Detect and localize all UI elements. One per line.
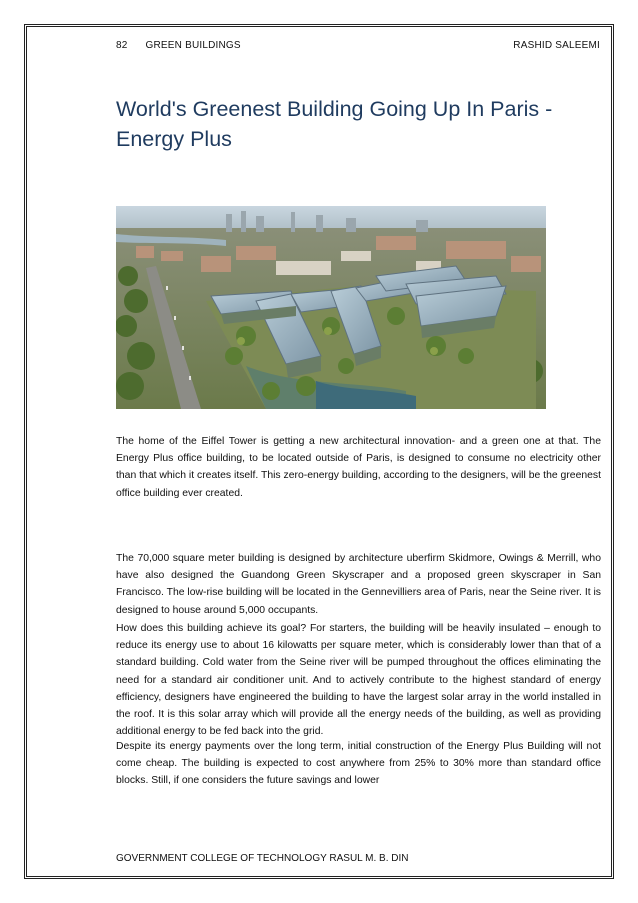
building-photo-icon <box>116 206 546 409</box>
building-photo <box>116 206 546 409</box>
paragraph-design: The 70,000 square meter building is designed by architecture uberfirm Skidmore, Owings & Merrill, who have also designed the Guandong Green Skyscraper and a proposed green skyscraper in San Francisco. The low-rise building will be located in the Gennevilliers area of Paris, near the Seine river. It is designed to house around 5,000 occupants. <box>116 553 601 616</box>
section-title: GREEN BUILDINGS <box>145 40 241 51</box>
paragraph-efficiency: How does this building achieve its goal? For starters, the building will be heavily insulated – enough to reduce its energy use to about 16 kilowatts per square meter, which is considerably lower than that of a standard building. Cold water from the Seine river will be pumped throughout the offices eliminating the need for a standard air conditioner unit. And to actively contribute to the highest standard of energy efficiency, designers have engineered the building to have the largest solar array in the world installed in the roof. It is this solar array which will provide all the energy needs of the building, as well as providing additional energy to be fed back into the grid. <box>116 623 601 738</box>
paragraph-cost: Despite its energy payments over the long term, initial construction of the Energy Plus Building will not come cheap. The building is expected to cost anywhere from 25% to 30% more than standard office blocks. Still, if one considers the future savings and lower <box>116 741 601 787</box>
page-footer: GOVERNMENT COLLEGE OF TECHNOLOGY RASUL M. B. DIN <box>116 853 409 864</box>
author-name: RASHID SALEEMI <box>513 40 600 51</box>
page-title: World's Greenest Building Going Up In Paris - Energy Plus <box>116 97 553 151</box>
page-number: 82 <box>116 40 128 51</box>
paragraph-intro: The home of the Eiffel Tower is getting a new architectural innovation- and a green one at that. The Energy Plus office building, to be located outside of Paris, is designed to consume no electricity other than that which it creates itself. This zero-energy building, according to the designers, will be the greenest office building ever created. <box>116 436 601 499</box>
page-header <box>116 40 600 51</box>
